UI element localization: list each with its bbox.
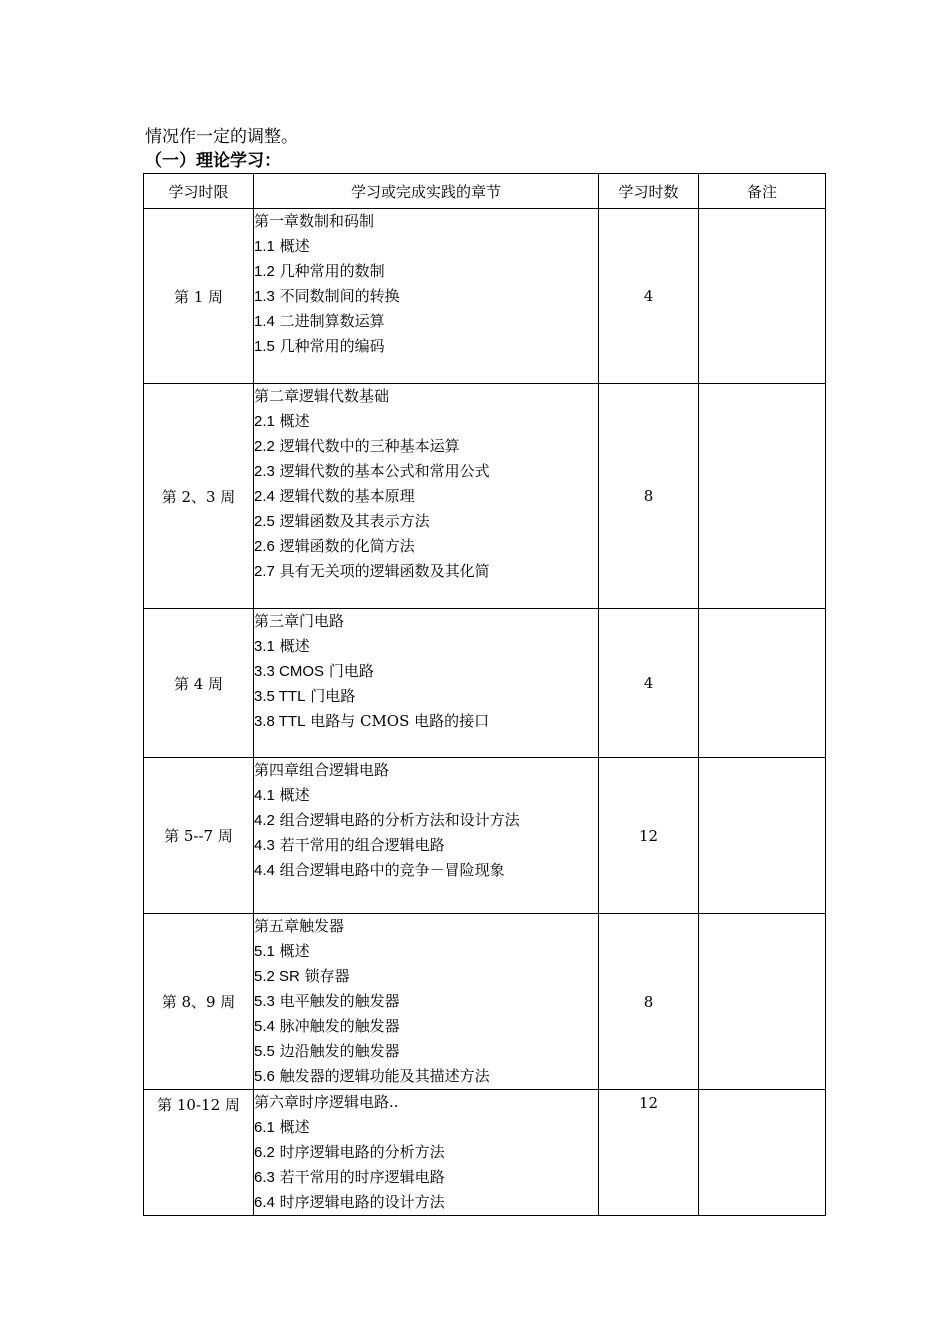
section-item — [254, 709, 598, 734]
section-title: 时序逻辑电路的设计方法 — [279, 1193, 445, 1211]
chapter-title: 第一章数制和码制 — [254, 212, 375, 230]
section-number: 2.7 — [254, 563, 275, 580]
section-title: 概述 — [279, 942, 310, 960]
section-number: 2.5 — [254, 513, 275, 530]
section-title: 电平触发的触发器 — [279, 992, 400, 1010]
section-title: 几种常用的数制 — [279, 262, 385, 280]
section-item — [254, 234, 598, 259]
hours-cell: 4 — [599, 609, 699, 758]
period-cell: 第 8、9 周 — [144, 914, 254, 1090]
section-item — [254, 409, 598, 434]
table-row — [144, 758, 826, 914]
section-number: 5.3 — [254, 993, 275, 1010]
chapter-title: 第六章时序逻辑电路.. — [254, 1093, 399, 1111]
hours-cell: 8 — [599, 384, 699, 609]
intro-text: 情况作一定的调整。 — [145, 127, 298, 147]
section-number: 3.8 TTL — [254, 713, 306, 730]
table-row — [144, 609, 826, 758]
section-number: 5.4 — [254, 1018, 275, 1035]
section-number: 2.1 — [254, 413, 275, 430]
header-hours: 学习时数 — [599, 174, 699, 209]
section-title: 概述 — [279, 237, 310, 255]
section-number: 5.6 — [254, 1068, 275, 1085]
section-item — [254, 459, 598, 484]
section-number: 1.1 — [254, 238, 275, 255]
section-title: 概述 — [279, 786, 310, 804]
table-header-row — [144, 174, 826, 209]
section-item — [254, 808, 598, 833]
chapter-cell — [254, 1090, 599, 1216]
note-cell — [699, 384, 826, 609]
section-title: 逻辑函数的化简方法 — [279, 537, 415, 555]
section-title: 不同数制间的转换 — [279, 287, 400, 305]
section-title: 脉冲触发的触发器 — [279, 1017, 400, 1035]
section-item — [254, 1064, 598, 1089]
header-chapter: 学习或完成实践的章节 — [254, 174, 599, 209]
header-note: 备注 — [699, 174, 826, 209]
chapter-cell — [254, 209, 599, 384]
section-number: 1.2 — [254, 263, 275, 280]
section-number: 1.5 — [254, 338, 275, 355]
note-cell — [699, 609, 826, 758]
section-title: 几种常用的编码 — [279, 337, 385, 355]
section-item — [254, 939, 598, 964]
section-number: 5.5 — [254, 1043, 275, 1060]
section-title: 门电路 — [310, 687, 356, 705]
section-title: 逻辑代数的基本公式和常用公式 — [279, 462, 490, 480]
section-title: 电路与 CMOS 电路的接口 — [310, 712, 490, 730]
section-number: 4.1 — [254, 787, 275, 804]
section-number: 2.2 — [254, 438, 275, 455]
table-row — [144, 914, 826, 1090]
note-cell — [699, 209, 826, 384]
section-number: 6.3 — [254, 1169, 275, 1186]
chapter-cell — [254, 384, 599, 609]
section-number: 3.1 — [254, 638, 275, 655]
section-item — [254, 1140, 598, 1165]
section-number: 5.2 SR — [254, 968, 300, 985]
chapter-title: 第三章门电路 — [254, 612, 345, 630]
section-item — [254, 484, 598, 509]
section-title: 组合逻辑电路的分析方法和设计方法 — [279, 811, 520, 829]
section-number: 3.5 TTL — [254, 688, 306, 705]
header-period: 学习时限 — [144, 174, 254, 209]
section-number: 2.4 — [254, 488, 275, 505]
section-item — [254, 964, 598, 989]
section-title: 概述 — [279, 412, 310, 430]
section-item — [254, 434, 598, 459]
period-cell: 第 10-12 周 — [144, 1090, 254, 1216]
note-cell — [699, 1090, 826, 1216]
section-number: 3.3 CMOS — [254, 663, 325, 680]
section-number: 6.4 — [254, 1194, 275, 1211]
section-item — [254, 309, 598, 334]
chapter-title: 第四章组合逻辑电路 — [254, 761, 390, 779]
section-item — [254, 1165, 598, 1190]
section-item — [254, 989, 598, 1014]
section-number: 2.3 — [254, 463, 275, 480]
note-cell — [699, 914, 826, 1090]
section-number: 4.3 — [254, 837, 275, 854]
section-number: 4.4 — [254, 862, 275, 879]
section-item — [254, 1039, 598, 1064]
section-title: 时序逻辑电路的分析方法 — [279, 1143, 445, 1161]
section-item — [254, 534, 598, 559]
section-number: 2.6 — [254, 538, 275, 555]
section-item — [254, 833, 598, 858]
section-item — [254, 1014, 598, 1039]
section-title: 概述 — [279, 1118, 310, 1136]
period-cell: 第 2、3 周 — [144, 384, 254, 609]
section-number: 4.2 — [254, 812, 275, 829]
section-title: 若干常用的组合逻辑电路 — [279, 836, 445, 854]
section-number: 6.2 — [254, 1144, 275, 1161]
table-row — [144, 384, 826, 609]
note-cell — [699, 758, 826, 914]
section-number: 1.3 — [254, 288, 275, 305]
section-title: 若干常用的时序逻辑电路 — [279, 1168, 445, 1186]
chapter-cell — [254, 758, 599, 914]
period-cell: 第 4 周 — [144, 609, 254, 758]
section-title: 触发器的逻辑功能及其描述方法 — [279, 1067, 490, 1085]
section-title: 组合逻辑电路中的竞争－冒险现象 — [279, 861, 505, 879]
section-title: 边沿触发的触发器 — [279, 1042, 400, 1060]
table-row — [144, 209, 826, 384]
hours-cell: 8 — [599, 914, 699, 1090]
period-cell: 第 5--7 周 — [144, 758, 254, 914]
hours-cell: 12 — [599, 758, 699, 914]
section-item — [254, 259, 598, 284]
section-item — [254, 783, 598, 808]
chapter-title: 第五章触发器 — [254, 917, 345, 935]
period-cell: 第 1 周 — [144, 209, 254, 384]
chapter-title: 第二章逻辑代数基础 — [254, 387, 390, 405]
section-number: 1.4 — [254, 313, 275, 330]
chapter-cell — [254, 914, 599, 1090]
chapter-cell — [254, 609, 599, 758]
section-title: 门电路 — [328, 662, 374, 680]
section-item — [254, 284, 598, 309]
section-title: 逻辑代数中的三种基本运算 — [279, 437, 460, 455]
section-item — [254, 1190, 598, 1215]
section-title: （一）理论学习： — [145, 151, 281, 171]
section-title: 锁存器 — [304, 967, 350, 985]
section-item — [254, 858, 598, 883]
hours-cell: 12 — [599, 1090, 699, 1216]
section-item — [254, 1115, 598, 1140]
hours-cell: 4 — [599, 209, 699, 384]
section-item — [254, 559, 598, 584]
section-item — [254, 334, 598, 359]
table-row — [144, 1090, 826, 1216]
section-title: 二进制算数运算 — [279, 312, 385, 330]
section-number: 6.1 — [254, 1119, 275, 1136]
section-item — [254, 659, 598, 684]
section-title: 逻辑代数的基本原理 — [279, 487, 415, 505]
section-item — [254, 509, 598, 534]
section-title: 具有无关项的逻辑函数及其化简 — [279, 562, 490, 580]
schedule-table — [143, 173, 826, 1216]
section-number: 5.1 — [254, 943, 275, 960]
section-item — [254, 634, 598, 659]
section-title: 逻辑函数及其表示方法 — [279, 512, 430, 530]
section-item — [254, 684, 598, 709]
section-title: 概述 — [279, 637, 310, 655]
